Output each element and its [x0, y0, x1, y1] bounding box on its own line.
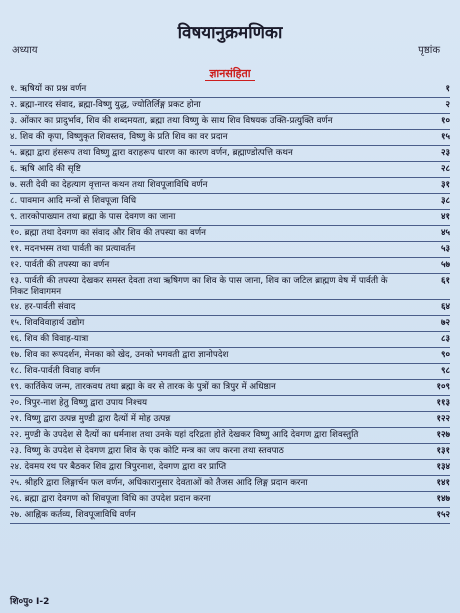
toc-entry-page: २८ — [440, 164, 450, 174]
toc-entry — [10, 300, 450, 316]
toc-entry-page: ८३ — [440, 334, 450, 344]
section-title: ज्ञानसंहिता — [205, 67, 254, 81]
toc-entry — [10, 444, 450, 460]
toc-entry — [10, 98, 450, 114]
toc-entry-title: १७. शिव का रूपदर्शन, मेनका को खेद, उनको भगवती द्वारा ज्ञानोपदेश — [10, 350, 229, 360]
toc-entry-title: १३. पार्वती की तपस्या देखकर समस्त देवता तथा ऋषिगण का शिव के पास जाना, शिव का जटिल ब्राह्मण वेष में पार्वती के निकट शिवागमन — [10, 276, 388, 297]
toc-entry-title: ६. ऋषि आदि की सृष्टि — [10, 164, 81, 174]
toc-entry-title: १९. कार्तिकेय जन्म, तारकवध तथा ब्रह्मा के वर से तारक के पुत्रों का त्रिपुर में अधिष्ठान — [10, 382, 276, 392]
toc-entry — [10, 258, 450, 274]
page-footer: शि०पु० I-2 — [10, 597, 50, 607]
toc-entry — [10, 114, 450, 130]
section-heading — [0, 66, 460, 81]
toc-entry — [10, 380, 450, 396]
toc-entry — [10, 82, 450, 98]
toc-entry-page: ३१ — [440, 180, 450, 190]
toc-entry-title: १५. शिवविवाहार्थ उद्योग — [10, 318, 85, 328]
toc-entry-page: १५२ — [436, 510, 450, 520]
toc-entry — [10, 412, 450, 428]
toc-entry-title: २३. विष्णु के उपदेश से देवगण द्वारा शिव के एक कोटि मन्त्र का जप करना तथा स्तवपाठ — [10, 446, 284, 456]
toc-entry-page: ११३ — [436, 398, 450, 408]
toc-entry — [10, 146, 450, 162]
toc-entry — [10, 364, 450, 380]
toc-entry-page: १५ — [440, 132, 450, 142]
toc-entry-page: २३ — [440, 148, 450, 158]
toc-entry-page: १३४ — [436, 462, 450, 472]
toc-entry-title: २२. मुण्डी के उपदेश से दैत्यों का धर्मनाश तथा उनके यहां दरिद्रता होते देखकर विष्णु आदि देवगण द्वारा शिवस्तुति — [10, 430, 359, 440]
toc-entry — [10, 274, 450, 300]
toc-entry-page: १४१ — [436, 478, 450, 488]
toc-entry-title: ११. मदनभस्म तथा पार्वती का प्रत्यावर्तन — [10, 244, 136, 254]
toc-entry — [10, 428, 450, 444]
toc-entry — [10, 226, 450, 242]
toc-entry — [10, 476, 450, 492]
toc-entry-page: २ — [445, 100, 450, 110]
toc-entry-title: २५. श्रीहरि द्वारा लिङ्गार्चन फल वर्णन, अधिकारानुसार देवताओं को तैजस आदि लिङ्ग प्रदान करना — [10, 478, 308, 488]
toc-entry-page: ६४ — [440, 302, 450, 312]
toc-entry-title: २४. देवमय रथ पर बैठकर शिव द्वारा त्रिपुरनाश, देवगण द्वारा वर प्राप्ति — [10, 462, 227, 472]
toc-entry — [10, 460, 450, 476]
toc-entry-title: २७. आह्निक कर्तव्य, शिवपूजाविधि वर्णन — [10, 510, 136, 520]
toc-entry — [10, 316, 450, 332]
toc-entry-title: १४. हर-पार्वती संवाद — [10, 302, 76, 312]
toc-entry-title: ४. शिव की कृपा, विष्णुकृत शिवस्तव, विष्णु के प्रति शिव का वर प्रदान — [10, 132, 228, 142]
toc-entry-page: ४१ — [440, 212, 450, 222]
toc-entry — [10, 492, 450, 508]
toc-entry-title: १८. शिव-पार्वती विवाह वर्णन — [10, 366, 101, 376]
toc-entry-page: ९८ — [440, 366, 450, 376]
toc-entry — [10, 242, 450, 258]
toc-entry — [10, 130, 450, 146]
toc-entry-page: १२७ — [436, 430, 450, 440]
toc-entry-page: ५३ — [440, 244, 450, 254]
toc-entry-title: १६. शिव की विवाह-यात्रा — [10, 334, 89, 344]
toc-entry-page: १ — [445, 84, 450, 94]
toc-entry-page: १२२ — [436, 414, 450, 424]
page-number-column-header: पृष्ठांक — [418, 45, 440, 56]
toc-entry — [10, 194, 450, 210]
toc-entry — [10, 178, 450, 194]
toc-entry-title: ९. तारकोपाख्यान तथा ब्रह्मा के पास देवगण का जाना — [10, 212, 176, 222]
toc-entry-page: ४५ — [440, 228, 450, 238]
toc-entry-title: २१. विष्णु द्वारा उत्पन्न मुण्डी द्वारा दैत्यों में मोह उत्पन्न — [10, 414, 171, 424]
toc-entry-title: २०. त्रिपुर-नाश हेतु विष्णु द्वारा उपाय निश्चय — [10, 398, 148, 408]
toc-entry-page: ९० — [440, 350, 450, 360]
toc-entry-page: ३८ — [440, 196, 450, 206]
toc-entry-title: १०. ब्रह्मा तथा देवगण का संवाद और शिव की तपस्या का वर्णन — [10, 228, 206, 238]
toc-entry-title: १. ऋषियों का प्रश्न वर्णन — [10, 84, 87, 94]
toc-entry — [10, 348, 450, 364]
toc-entry-title: १२. पार्वती की तपस्या का वर्णन — [10, 260, 110, 270]
toc-list — [10, 82, 450, 524]
toc-entry-page: ७२ — [440, 318, 450, 328]
toc-entry-page: ५७ — [440, 260, 450, 270]
chapter-column-header: अध्याय — [12, 45, 38, 56]
toc-entry-title: २६. ब्रह्मा द्वारा देवगण को शिवपूजा विधि का उपदेश प्रदान करना — [10, 494, 211, 504]
toc-entry-page: ६१ — [440, 276, 450, 286]
toc-entry-title: ८. पावमान आदि मन्त्रों से शिवपूजा विधि — [10, 196, 137, 206]
toc-entry-page: १३१ — [436, 446, 450, 456]
toc-entry-title: ५. ब्रह्मा द्वारा हंसरूप तथा विष्णु द्वारा वराहरूप धारण का कारण वर्णन, ब्रह्माण्डोत्पत्ति कथन — [10, 148, 293, 158]
toc-entry-page: १०९ — [436, 382, 450, 392]
toc-entry-title: ७. सती देवी का देहत्याग वृत्तान्त कथन तथा शिवपूजाविधि वर्णन — [10, 180, 208, 190]
toc-entry — [10, 396, 450, 412]
toc-entry — [10, 210, 450, 226]
toc-entry-page: १० — [440, 116, 450, 126]
toc-entry — [10, 332, 450, 348]
toc-entry-title: २. ब्रह्मा-नारद संवाद, ब्रह्मा-विष्णु युद्ध, ज्योतिर्लिङ्ग प्रकट होना — [10, 100, 201, 110]
toc-entry-page: १४७ — [436, 494, 450, 504]
page-title: विषयानुक्रमणिका — [177, 23, 283, 43]
toc-entry-title: ३. ओंकार का प्रादुर्भाव, शिव की शब्दमयता, ब्रह्मा तथा विष्णु के साथ शिव विषयक उक्ति-प्रत्युक्ति वर्णन — [10, 116, 333, 126]
toc-entry — [10, 162, 450, 178]
toc-entry — [10, 508, 450, 524]
